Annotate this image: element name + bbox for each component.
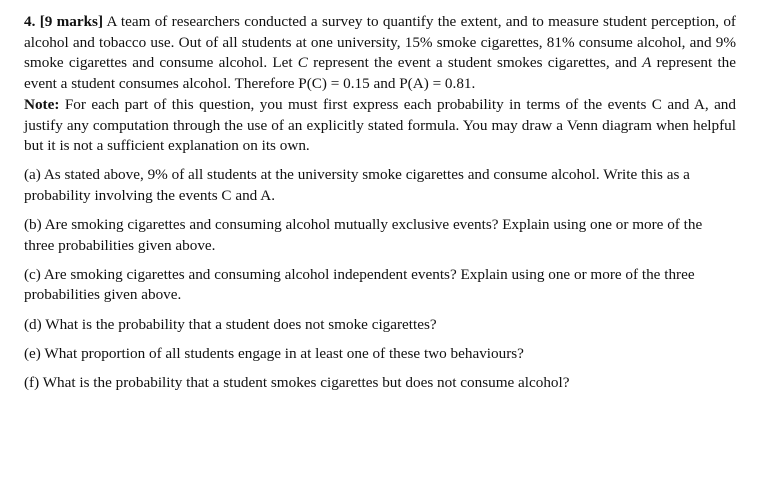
- part-b: (b) Are smoking cigarettes and consuming alcohol mutually exclusive events? Explain using one or more of the three probabilities given above.: [24, 215, 703, 254]
- note-label: Note:: [24, 95, 60, 113]
- intro-text-3: represent the event a student consumes alcohol. Therefore: [24, 54, 737, 93]
- question-number: 4.: [24, 13, 36, 30]
- event-c: C: [297, 54, 308, 72]
- marks-label: [9 marks]: [39, 13, 104, 30]
- note-text: For each part of this question, you must first express each probability in terms of the events C and A, and justify any computation through the use of an explicitly stated formula. You may draw a Venn diagram when helpful but it is not a sufficient explanation on its own.: [24, 95, 736, 155]
- part-d: (d) What is the probability that a student does not smoke cigarettes?: [24, 315, 437, 333]
- prob-a: P(A): [399, 75, 429, 93]
- question-intro: [24, 12, 736, 157]
- prob-a-value: = 0.81.: [428, 75, 476, 93]
- question-document: [24, 12, 736, 402]
- part-e: (e) What proportion of all students engage in at least one of these two behaviours?: [24, 344, 524, 362]
- prob-c: P(C): [298, 75, 327, 93]
- intro-text-2: represent the event a student smokes cigarettes, and: [307, 54, 643, 72]
- event-a: A: [642, 54, 652, 72]
- part-a: (a) As stated above, 9% of all students at the university smoke cigarettes and consume alcohol. Write this as a probability involving the events C and A.: [24, 165, 690, 204]
- prob-c-value: = 0.15 and: [326, 75, 400, 93]
- intro-text: A team of researchers conducted a survey to quantify the extent, and to measure student perception, of alcohol and tobacco use. Out of all students at one university, 15% smoke cigarettes, 81% consume alcohol, and 9% smoke cigarettes and consume alcohol. Let: [24, 13, 736, 72]
- part-f: (f) What is the probability that a student smokes cigarettes but does not consume alcohol?: [24, 374, 570, 392]
- part-c: (c) Are smoking cigarettes and consuming alcohol independent events? Explain using one or more of the three probabilities given above.: [24, 265, 695, 304]
